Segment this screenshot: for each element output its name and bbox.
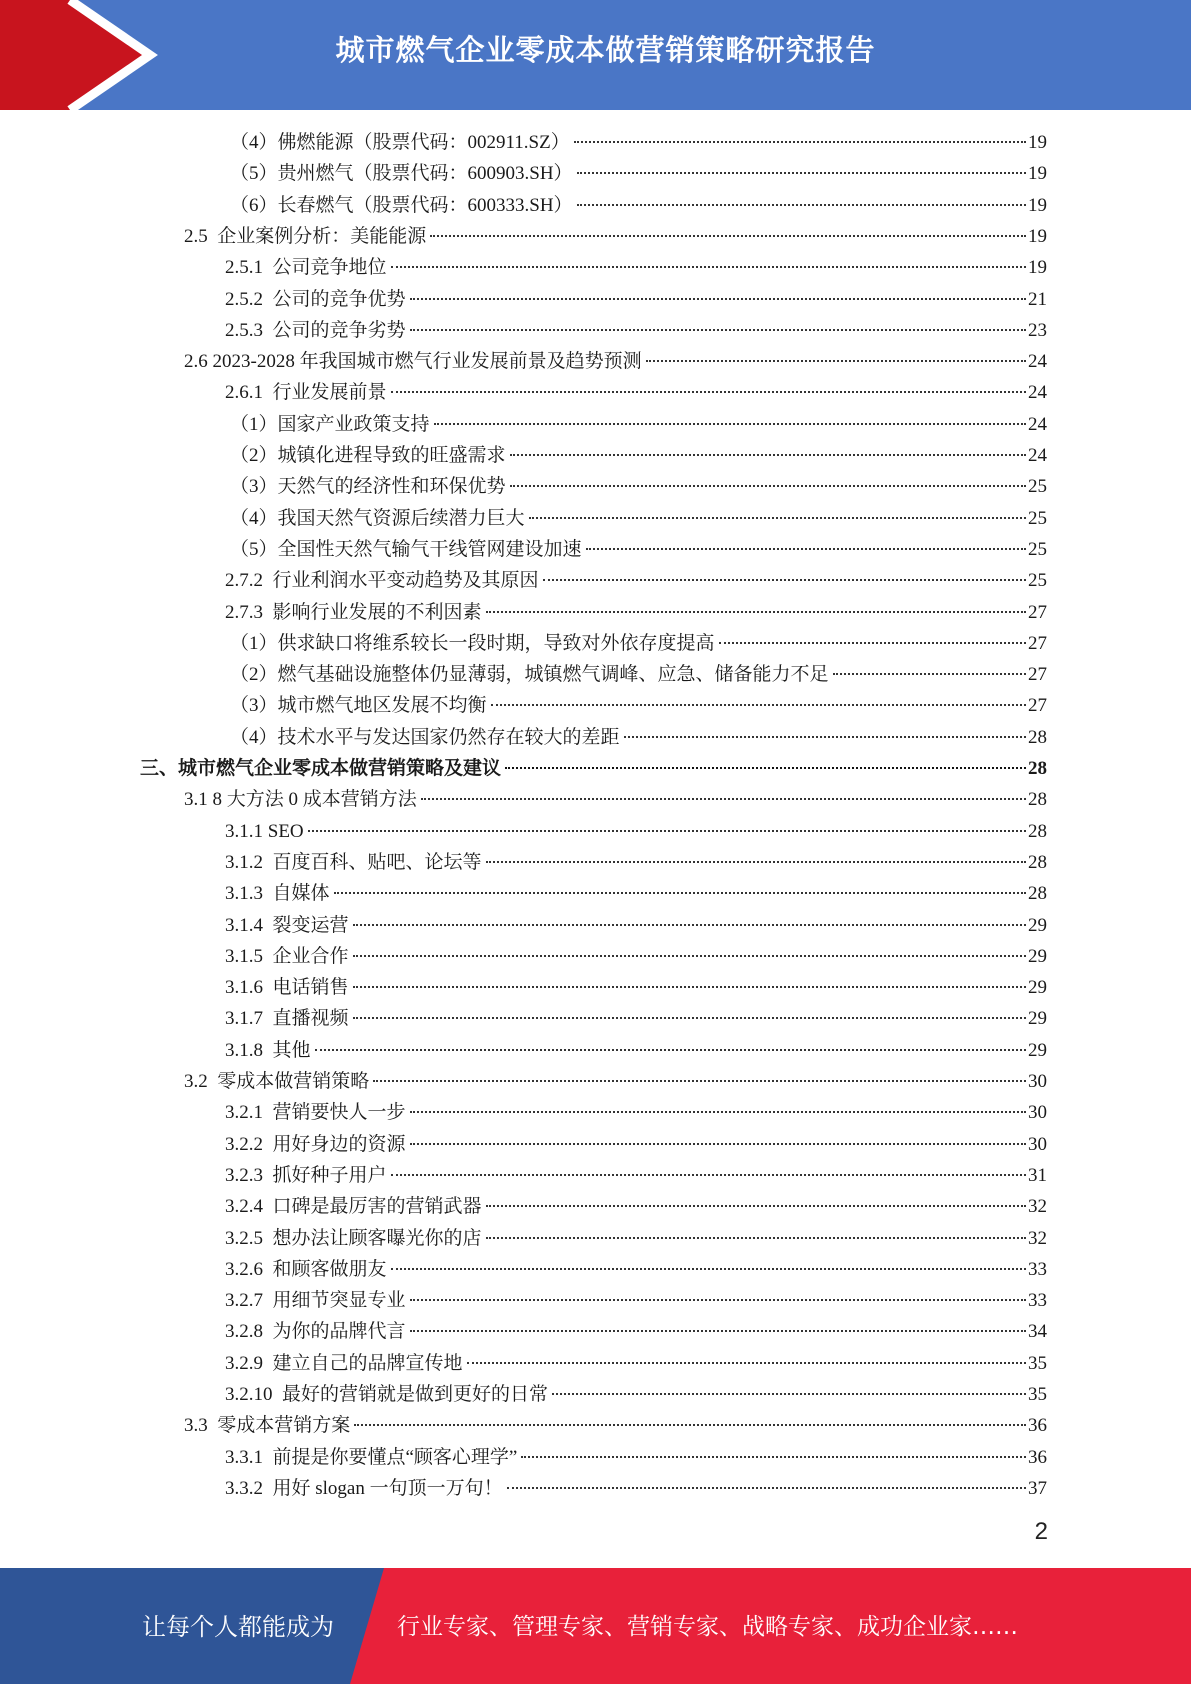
toc-entry-title: 3.1.1 SEO xyxy=(225,821,304,842)
toc-entry-title: 3.2.10 最好的营销就是做到更好的日常 xyxy=(225,1384,549,1405)
toc-entry[interactable] xyxy=(225,1223,1047,1254)
toc-entry[interactable] xyxy=(230,158,1047,189)
toc-dot-leader xyxy=(353,954,1026,957)
toc-entry[interactable] xyxy=(230,409,1047,440)
toc-dot-leader xyxy=(577,171,1026,174)
toc-entry-page: 31 xyxy=(1028,1165,1047,1186)
toc-entry[interactable] xyxy=(225,1379,1047,1410)
toc-entry-page: 21 xyxy=(1028,289,1047,310)
toc-dot-leader xyxy=(334,891,1026,894)
toc-entry-title: （2）燃气基础设施整体仍显薄弱，城镇燃气调峰、应急、储备能力不足 xyxy=(230,664,829,685)
toc-entry-page: 30 xyxy=(1028,1134,1047,1155)
toc-entry-title: （1）国家产业政策支持 xyxy=(230,414,430,435)
toc-entry-page: 36 xyxy=(1028,1447,1047,1468)
page-footer xyxy=(0,1568,1191,1684)
footer-slogan-left: 让每个人都能成为 xyxy=(142,1613,334,1641)
toc-entry-page: 27 xyxy=(1028,602,1047,623)
toc-entry[interactable] xyxy=(225,1473,1047,1504)
toc-dot-leader xyxy=(510,453,1026,456)
toc-entry[interactable] xyxy=(184,784,1047,815)
toc-dot-leader xyxy=(410,328,1026,331)
toc-entry-page: 28 xyxy=(1028,883,1047,904)
toc-dot-leader xyxy=(719,641,1026,644)
toc-entry-page: 28 xyxy=(1028,727,1047,748)
toc-entry[interactable] xyxy=(225,1097,1047,1128)
toc-entry[interactable] xyxy=(230,534,1047,565)
toc-entry-page: 19 xyxy=(1028,132,1047,153)
toc-dot-leader xyxy=(353,1016,1026,1019)
toc-entry[interactable] xyxy=(225,1035,1047,1066)
toc-entry-title: 3.2.7 用细节突显专业 xyxy=(225,1290,406,1311)
toc-entry[interactable] xyxy=(140,753,1047,784)
toc-entry-page: 28 xyxy=(1028,852,1047,873)
toc-entry-page: 29 xyxy=(1028,977,1047,998)
toc-entry-page: 37 xyxy=(1028,1478,1047,1499)
toc-entry-title: 3.3 零成本营销方案 xyxy=(184,1415,351,1436)
toc-entry[interactable] xyxy=(225,315,1047,346)
toc-entry-page: 33 xyxy=(1028,1290,1047,1311)
toc-dot-leader xyxy=(486,860,1026,863)
toc-entry-page: 19 xyxy=(1028,195,1047,216)
toc-entry-title: （2）城镇化进程导致的旺盛需求 xyxy=(230,445,506,466)
toc-entry[interactable] xyxy=(225,252,1047,283)
toc-entry-title: 3.3.1 前提是你要懂点“顾客心理学” xyxy=(225,1447,518,1468)
toc-dot-leader xyxy=(624,735,1026,738)
toc-dot-leader xyxy=(315,1048,1026,1051)
toc-entry-title: 3.2.1 营销要快人一步 xyxy=(225,1102,406,1123)
toc-entry-page: 30 xyxy=(1028,1102,1047,1123)
toc-dot-leader xyxy=(646,359,1026,362)
toc-entry-title: 3.2.3 抓好种子用户 xyxy=(225,1165,387,1186)
toc-entry-title: 2.6.1 行业发展前景 xyxy=(225,382,387,403)
toc-entry-title: 3.2.5 想办法让顾客曝光你的店 xyxy=(225,1228,482,1249)
toc-entry[interactable] xyxy=(225,816,1047,847)
toc-entry-title: （6）长春燃气（股票代码：600333.SH） xyxy=(230,195,573,216)
toc-dot-leader xyxy=(574,140,1026,143)
toc-entry-title: （5）贵州燃气（股票代码：600903.SH） xyxy=(230,163,573,184)
toc-dot-leader xyxy=(410,1298,1026,1301)
toc-entry-page: 33 xyxy=(1028,1259,1047,1280)
toc-dot-leader xyxy=(391,265,1026,268)
toc-entry-title: 3.1.4 裂变运营 xyxy=(225,915,349,936)
toc-entry-title: 3.1.2 百度百科、贴吧、论坛等 xyxy=(225,852,482,873)
toc-entry-page: 34 xyxy=(1028,1321,1047,1342)
toc-entry-page: 29 xyxy=(1028,1008,1047,1029)
toc-entry[interactable] xyxy=(225,941,1047,972)
toc-entry-title: 2.5.3 公司的竞争劣势 xyxy=(225,320,406,341)
toc-entry-page: 24 xyxy=(1028,382,1047,403)
toc-dot-leader xyxy=(353,985,1026,988)
toc-entry[interactable] xyxy=(225,1316,1047,1347)
toc-entry-page: 24 xyxy=(1028,445,1047,466)
toc-entry-page: 27 xyxy=(1028,633,1047,654)
toc-dot-leader xyxy=(391,1267,1026,1270)
page-number: 2 xyxy=(1034,1518,1048,1545)
toc-dot-leader xyxy=(410,1329,1026,1332)
toc-entry-title: 2.6 2023-2028 年我国城市燃气行业发展前景及趋势预测 xyxy=(184,351,642,372)
toc-entry[interactable] xyxy=(225,1254,1047,1285)
toc-entry[interactable] xyxy=(225,1003,1047,1034)
toc-dot-leader xyxy=(529,516,1026,519)
toc-dot-leader xyxy=(434,422,1026,425)
toc-entry[interactable] xyxy=(225,910,1047,941)
toc-entry[interactable] xyxy=(230,471,1047,502)
toc-entry-title: （4）技术水平与发达国家仍然存在较大的差距 xyxy=(230,727,620,748)
toc-entry-page: 24 xyxy=(1028,351,1047,372)
toc-entry[interactable] xyxy=(225,597,1047,628)
report-title: 城市燃气企业零成本做营销策略研究报告 xyxy=(335,33,876,67)
toc-entry[interactable] xyxy=(225,1191,1047,1222)
toc-dot-leader xyxy=(552,1392,1026,1395)
toc-dot-leader xyxy=(410,1110,1026,1113)
toc-entry-page: 36 xyxy=(1028,1415,1047,1436)
toc-dot-leader xyxy=(410,1142,1026,1145)
toc-entry-page: 28 xyxy=(1028,789,1047,810)
toc-entry-page: 25 xyxy=(1028,508,1047,529)
toc-entry-title: （4）我国天然气资源后续潜力巨大 xyxy=(230,508,525,529)
toc-entry-page: 24 xyxy=(1028,414,1047,435)
toc-entry[interactable] xyxy=(225,284,1047,315)
toc-dot-leader xyxy=(833,672,1026,675)
toc-entry-title: 3.1.3 自媒体 xyxy=(225,883,330,904)
toc-entry-title: （5）全国性天然气输气干线管网建设加速 xyxy=(230,539,582,560)
toc-entry-page: 28 xyxy=(1028,821,1047,842)
toc-dot-leader xyxy=(373,1079,1026,1082)
toc-dot-leader xyxy=(353,923,1026,926)
toc-entry-page: 19 xyxy=(1028,226,1047,247)
toc-entry-page: 32 xyxy=(1028,1228,1047,1249)
toc-entry-page: 19 xyxy=(1028,257,1047,278)
toc-dot-leader xyxy=(491,703,1026,706)
toc-entry[interactable] xyxy=(230,628,1047,659)
toc-entry[interactable] xyxy=(230,722,1047,753)
toc-dot-leader xyxy=(467,1361,1026,1364)
toc-entry[interactable] xyxy=(230,440,1047,471)
toc-entry[interactable] xyxy=(225,377,1047,408)
toc-dot-leader xyxy=(577,203,1026,206)
toc-entry-title: 3.3.2 用好 slogan 一句顶一万句！ xyxy=(225,1478,503,1499)
toc-dot-leader xyxy=(391,390,1026,393)
toc-entry-page: 32 xyxy=(1028,1196,1047,1217)
toc-entry-title: 3.1.6 电话销售 xyxy=(225,977,349,998)
toc-entry[interactable] xyxy=(225,1285,1047,1316)
toc-entry-title: 2.7.2 行业利润水平变动趋势及其原因 xyxy=(225,570,539,591)
toc-entry[interactable] xyxy=(225,878,1047,909)
toc-entry-page: 27 xyxy=(1028,664,1047,685)
toc-entry-title: 3.1.7 直播视频 xyxy=(225,1008,349,1029)
toc-entry[interactable] xyxy=(184,221,1047,252)
toc-entry-title: 3.2.2 用好身边的资源 xyxy=(225,1134,406,1155)
toc-dot-leader xyxy=(486,1204,1026,1207)
toc-entry-title: 3.2.9 建立自己的品牌宣传地 xyxy=(225,1353,463,1374)
toc-dot-leader xyxy=(521,1455,1026,1458)
toc-entry-page: 29 xyxy=(1028,915,1047,936)
toc-entry-title: 3.1.8 其他 xyxy=(225,1040,311,1061)
toc-entry[interactable] xyxy=(230,690,1047,721)
toc-entry[interactable] xyxy=(225,1160,1047,1191)
toc-entry-title: 3.1 8 大方法 0 成本营销方法 xyxy=(184,789,417,810)
toc-entry[interactable] xyxy=(184,346,1047,377)
toc-dot-leader xyxy=(430,234,1026,237)
toc-entry-title: （3）城市燃气地区发展不均衡 xyxy=(230,695,487,716)
toc-dot-leader xyxy=(354,1423,1026,1426)
toc-entry-page: 35 xyxy=(1028,1353,1047,1374)
toc-dot-leader xyxy=(543,578,1026,581)
toc-entry-title: 3.2.6 和顾客做朋友 xyxy=(225,1259,387,1280)
toc-entry[interactable] xyxy=(225,1348,1047,1379)
toc-entry-page: 23 xyxy=(1028,320,1047,341)
toc-dot-leader xyxy=(308,829,1026,832)
toc-entry-title: 2.5.2 公司的竞争优势 xyxy=(225,289,406,310)
toc-entry[interactable] xyxy=(184,1410,1047,1441)
toc-entry[interactable] xyxy=(230,503,1047,534)
toc-dot-leader xyxy=(507,1486,1026,1489)
toc-dot-leader xyxy=(486,610,1026,613)
toc-entry-title: （3）天然气的经济性和环保优势 xyxy=(230,476,506,497)
toc-entry-page: 29 xyxy=(1028,946,1047,967)
toc-entry[interactable] xyxy=(230,190,1047,221)
toc-entry[interactable] xyxy=(225,847,1047,878)
toc-entry-page: 19 xyxy=(1028,163,1047,184)
toc-dot-leader xyxy=(486,1236,1026,1239)
toc-entry-page: 25 xyxy=(1028,476,1047,497)
toc-entry-title: 三、城市燃气企业零成本做营销策略及建议 xyxy=(140,758,502,779)
toc-dot-leader xyxy=(586,547,1026,550)
toc-dot-leader xyxy=(421,797,1026,800)
toc-entry[interactable] xyxy=(184,1066,1047,1097)
toc-entry[interactable] xyxy=(225,1129,1047,1160)
toc-entry-page: 27 xyxy=(1028,695,1047,716)
toc-dot-leader xyxy=(510,484,1026,487)
toc-entry-title: 2.7.3 影响行业发展的不利因素 xyxy=(225,602,482,623)
toc-entry-title: （4）佛燃能源（股票代码：002911.SZ） xyxy=(230,132,570,153)
toc-entry-title: 2.5.1 公司竞争地位 xyxy=(225,257,387,278)
toc-entry-page: 29 xyxy=(1028,1040,1047,1061)
toc-entry-page: 25 xyxy=(1028,539,1047,560)
toc-entry-page: 35 xyxy=(1028,1384,1047,1405)
page-header xyxy=(0,0,1191,110)
footer-slogan-right: 行业专家、管理专家、营销专家、战略专家、成功企业家…… xyxy=(397,1614,1018,1640)
toc-entry-page: 25 xyxy=(1028,570,1047,591)
toc-dot-leader xyxy=(391,1173,1026,1176)
toc-entry[interactable] xyxy=(225,972,1047,1003)
toc-entry-title: 3.1.5 企业合作 xyxy=(225,946,349,967)
toc-dot-leader xyxy=(505,766,1026,769)
toc-entry-title: 3.2.8 为你的品牌代言 xyxy=(225,1321,406,1342)
toc-entry[interactable] xyxy=(230,659,1047,690)
toc-entry[interactable] xyxy=(225,1442,1047,1473)
toc-entry[interactable] xyxy=(230,127,1047,158)
toc-dot-leader xyxy=(410,297,1026,300)
toc-entry-title: （1）供求缺口将维系较长一段时期，导致对外依存度提高 xyxy=(230,633,715,654)
toc-entry[interactable] xyxy=(225,565,1047,596)
toc-entry-page: 30 xyxy=(1028,1071,1047,1092)
toc-entry-title: 3.2 零成本做营销策略 xyxy=(184,1071,370,1092)
toc-entry-page: 28 xyxy=(1028,758,1047,779)
toc-entry-title: 3.2.4 口碑是最厉害的营销武器 xyxy=(225,1196,482,1217)
toc-entry-title: 2.5 企业案例分析：美能能源 xyxy=(184,226,427,247)
